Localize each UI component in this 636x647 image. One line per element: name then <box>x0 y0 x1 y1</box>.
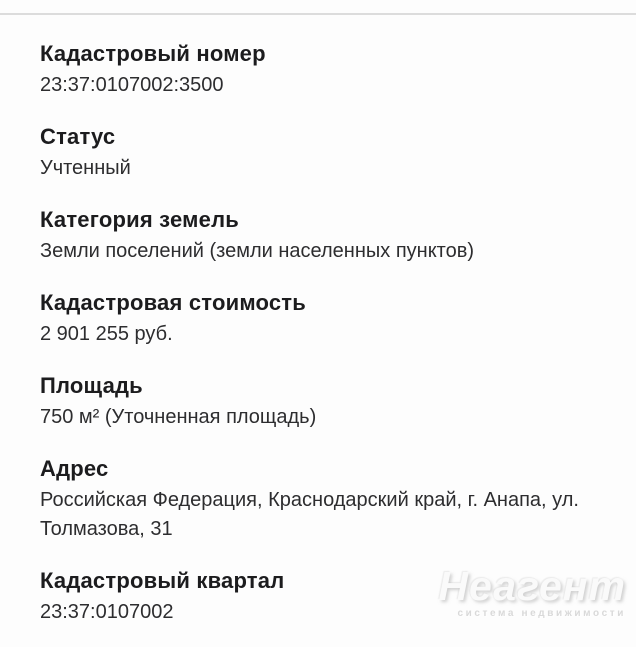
neagent-tagline: система недвижимости <box>457 608 626 619</box>
address-value: Российская Федерация, Краснодарский край, г. Анапа, ул. Толмазова, 31 <box>40 489 579 540</box>
land-category-value: Земли поселений (земли населенных пунктов) <box>40 240 475 262</box>
status-label: Статус <box>40 124 116 149</box>
field-area <box>40 369 596 432</box>
field-status <box>40 120 596 183</box>
field-cadastral-number <box>40 37 596 100</box>
address-label: Адрес <box>40 456 109 481</box>
field-cadastral-block <box>40 564 596 627</box>
status-value: Учтенный <box>40 157 131 179</box>
field-cadastral-value <box>40 286 596 349</box>
cadastral-value-label: Кадастровая стоимость <box>40 290 306 315</box>
area-value: 750 м² (Уточненная площадь) <box>40 406 317 428</box>
field-address <box>40 452 596 544</box>
cadastral-number-label: Кадастровый номер <box>40 41 266 66</box>
cadastral-number-value: 23:37:0107002:3500 <box>40 74 224 96</box>
neagent-logo: Неагент <box>438 563 626 609</box>
cadastral-info-panel <box>0 15 636 647</box>
land-category-label: Категория земель <box>40 207 239 232</box>
cadastral-block-label: Кадастровый квартал <box>40 568 285 593</box>
cadastral-block-value: 23:37:0107002 <box>40 601 174 623</box>
area-label: Площадь <box>40 373 143 398</box>
field-land-category <box>40 203 596 266</box>
cadastral-value-value: 2 901 255 руб. <box>40 323 173 345</box>
